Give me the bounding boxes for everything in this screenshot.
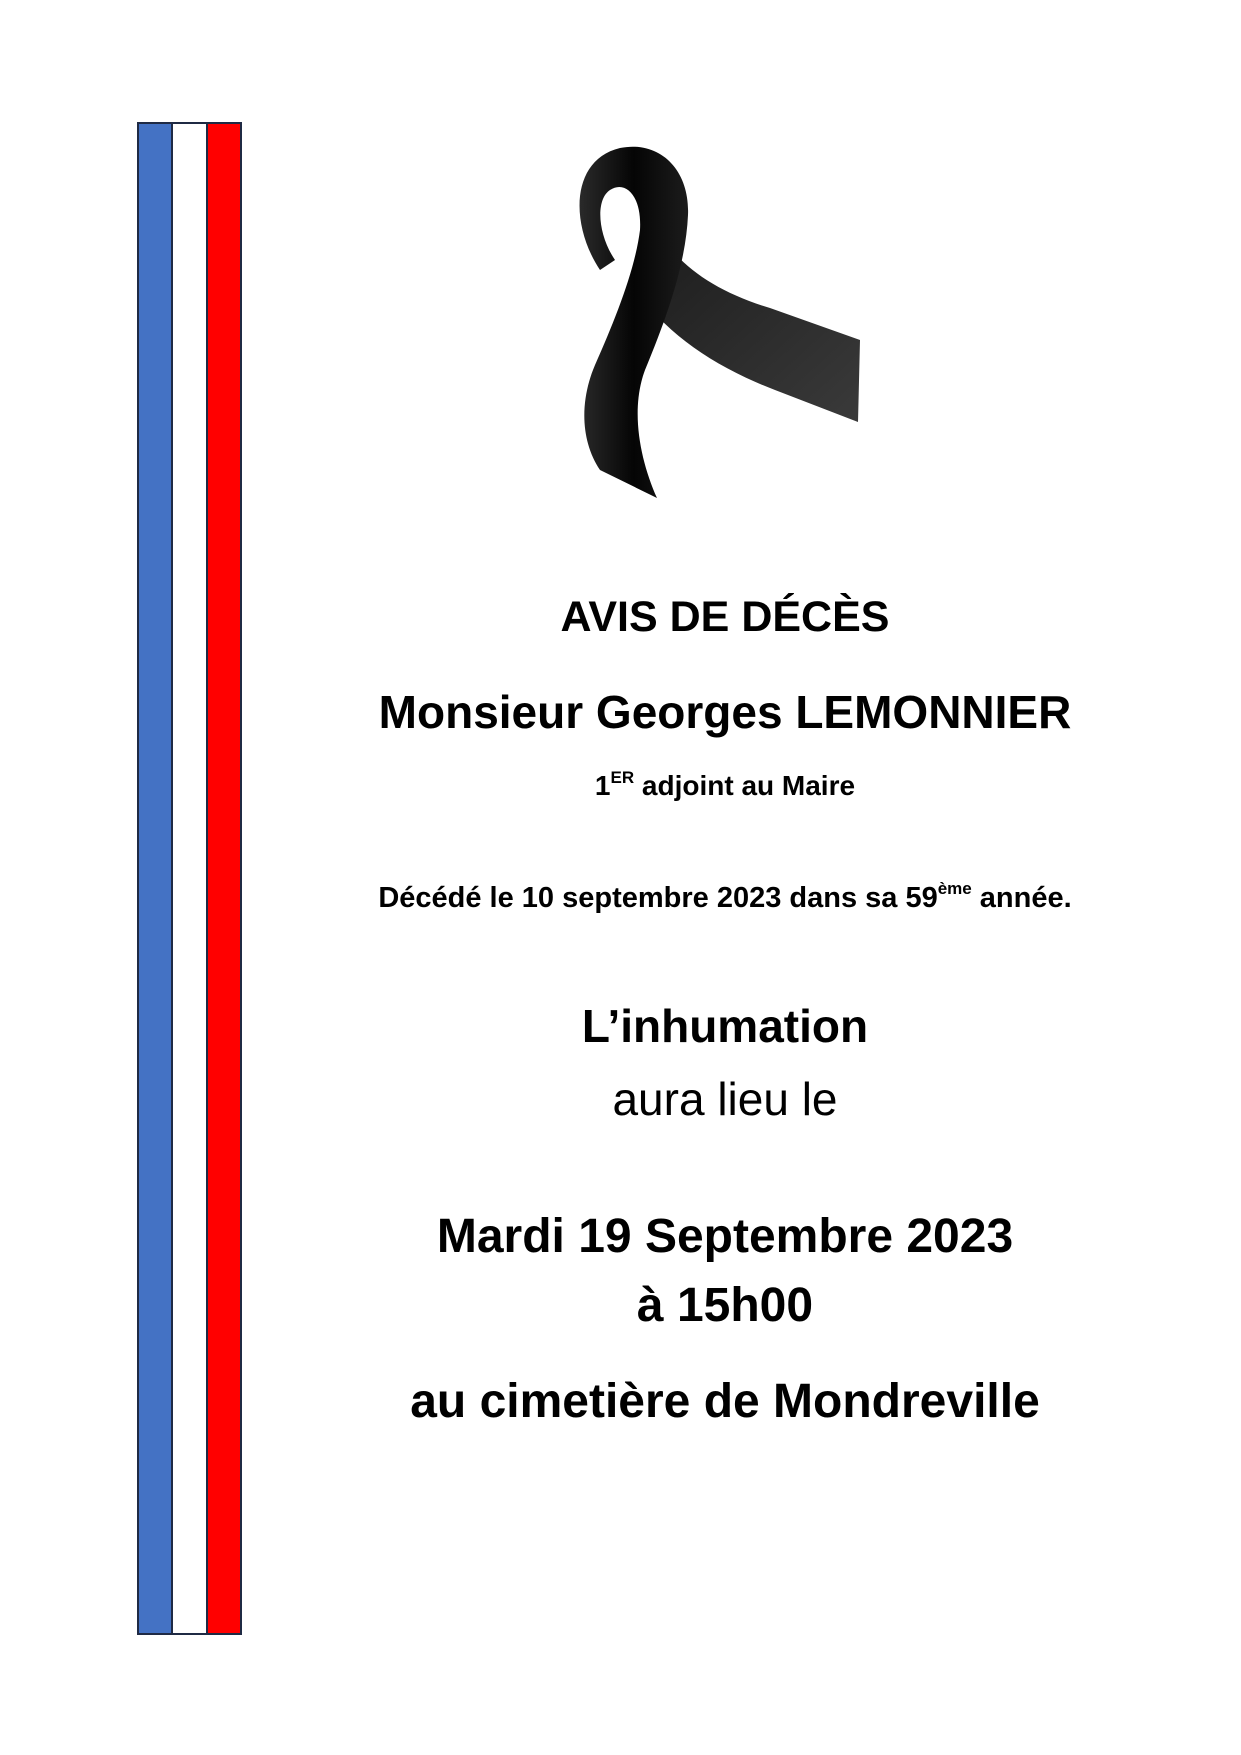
death-date-suffix: année. [971,882,1072,914]
death-date-line [300,879,1150,914]
burial-heading: L’inhumation [581,1000,869,1052]
burial-time: à 15h00 [636,1279,814,1332]
burial-subheading: aura lieu le [612,1073,838,1125]
flag-stripe-blue [137,122,173,1635]
burial-location: au cimetière de Mondreville [410,1375,1040,1428]
flag-stripe-red [208,122,242,1635]
black-mourning-ribbon-icon [560,140,880,520]
tricolore-flag [137,122,242,1635]
deceased-role [520,767,930,801]
death-date-prefix: Décédé le 10 septembre 2023 dans sa 59 [378,882,938,914]
burial-date: Mardi 19 Septembre 2023 [436,1210,1014,1263]
role-text: adjoint au Maire [634,770,856,801]
role-number: 1 [594,770,611,801]
flag-stripe-white [173,122,207,1635]
notice-title: AVIS DE DÉCÈS [560,593,890,641]
death-date-superscript: ème [937,879,972,899]
deceased-name: Monsieur Georges LEMONNIER [378,686,1072,738]
role-superscript: ER [610,767,635,787]
